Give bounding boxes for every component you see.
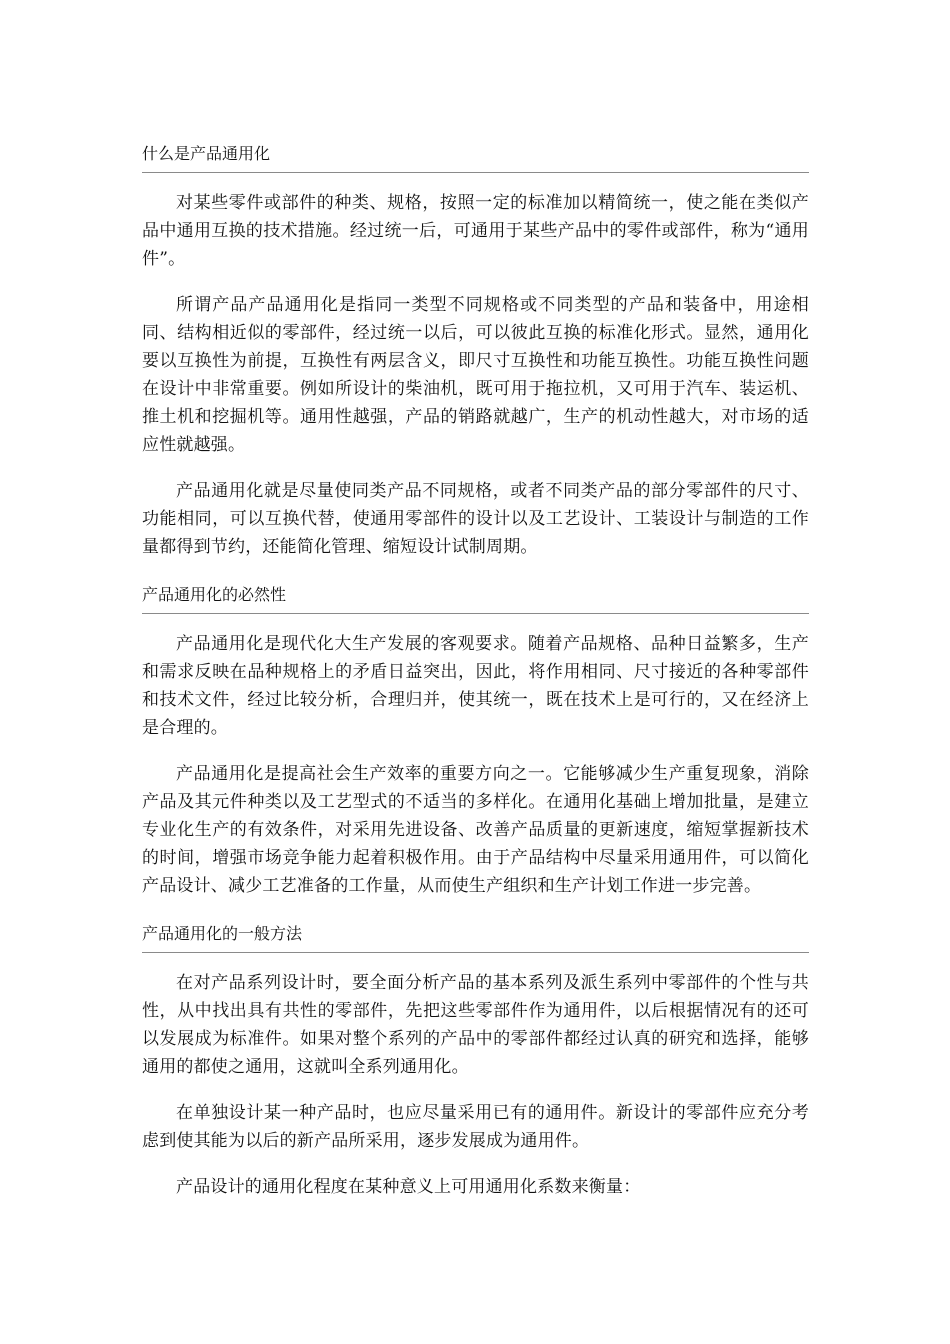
paragraph: 产品通用化就是尽量使同类产品不同规格，或者不同类产品的部分零部件的尺寸、功能相同，可以互换代替，使通用零部件的设计以及工艺设计、工装设计与制造的工作量都得到节约，还能简化管理、缩短设计试制周期。 xyxy=(142,481,809,557)
section-methods xyxy=(142,922,809,1201)
section-title: 产品通用化的必然性 xyxy=(142,583,809,614)
section-title: 产品通用化的一般方法 xyxy=(142,922,809,953)
paragraph: 产品通用化是提高社会生产效率的重要方向之一。它能够减少生产重复现象，消除产品及其元件种类以及工艺型式的不适当的多样化。在通用化基础上增加批量，是建立专业化生产的有效条件，对采用先进设备、改善产品质量的更新速度，缩短掌握新技术的时间，增强市场竞争能力起着积极作用。由于产品结构中尽量采用通用件，可以简化产品设计、减少工艺准备的工作量，从而使生产组织和生产计划工作进一步完善。 xyxy=(142,764,809,896)
document-page xyxy=(142,142,809,1223)
paragraph: 所谓产品产品通用化是指同一类型不同规格或不同类型的产品和装备中，用途相同、结构相近似的零部件，经过统一以后，可以彼此互换的标准化形式。显然，通用化要以互换性为前提，互换性有两层含义，即尺寸互换性和功能互换性。功能互换性问题在设计中非常重要。例如所设计的柴油机，既可用于拖拉机，又可用于汽车、装运机、推土机和挖掘机等。通用性越强，产品的销路就越广，生产的机动性越大，对市场的适应性就越强。 xyxy=(142,295,809,455)
paragraph: 在单独设计某一种产品时，也应尽量采用已有的通用件。新设计的零部件应充分考虑到使其能为以后的新产品所采用，逐步发展成为通用件。 xyxy=(142,1103,809,1151)
paragraph: 产品设计的通用化程度在某种意义上可用通用化系数来衡量： xyxy=(176,1177,641,1197)
section-necessity xyxy=(142,583,809,900)
section-what-is xyxy=(142,142,809,561)
paragraph: 产品通用化是现代化大生产发展的客观要求。随着产品规格、品种日益繁多，生产和需求反映在品种规格上的矛盾日益突出，因此，将作用相同、尺寸接近的各种零部件和技术文件，经过比较分析，合理归并，使其统一，既在技术上是可行的，又在经济上是合理的。 xyxy=(142,634,809,738)
paragraph: 对某些零件或部件的种类、规格，按照一定的标准加以精简统一，使之能在类似产品中通用互换的技术措施。经过统一后，可通用于某些产品中的零件或部件，称为“通用件”。 xyxy=(142,193,809,269)
paragraph: 在对产品系列设计时，要全面分析产品的基本系列及派生系列中零部件的个性与共性，从中找出具有共性的零部件，先把这些零部件作为通用件，以后根据情况有的还可以发展成为标准件。如果对整个系列的产品中的零部件都经过认真的研究和选择，能够通用的都使之通用，这就叫全系列通用化。 xyxy=(142,973,809,1077)
section-title: 什么是产品通用化 xyxy=(142,142,809,173)
